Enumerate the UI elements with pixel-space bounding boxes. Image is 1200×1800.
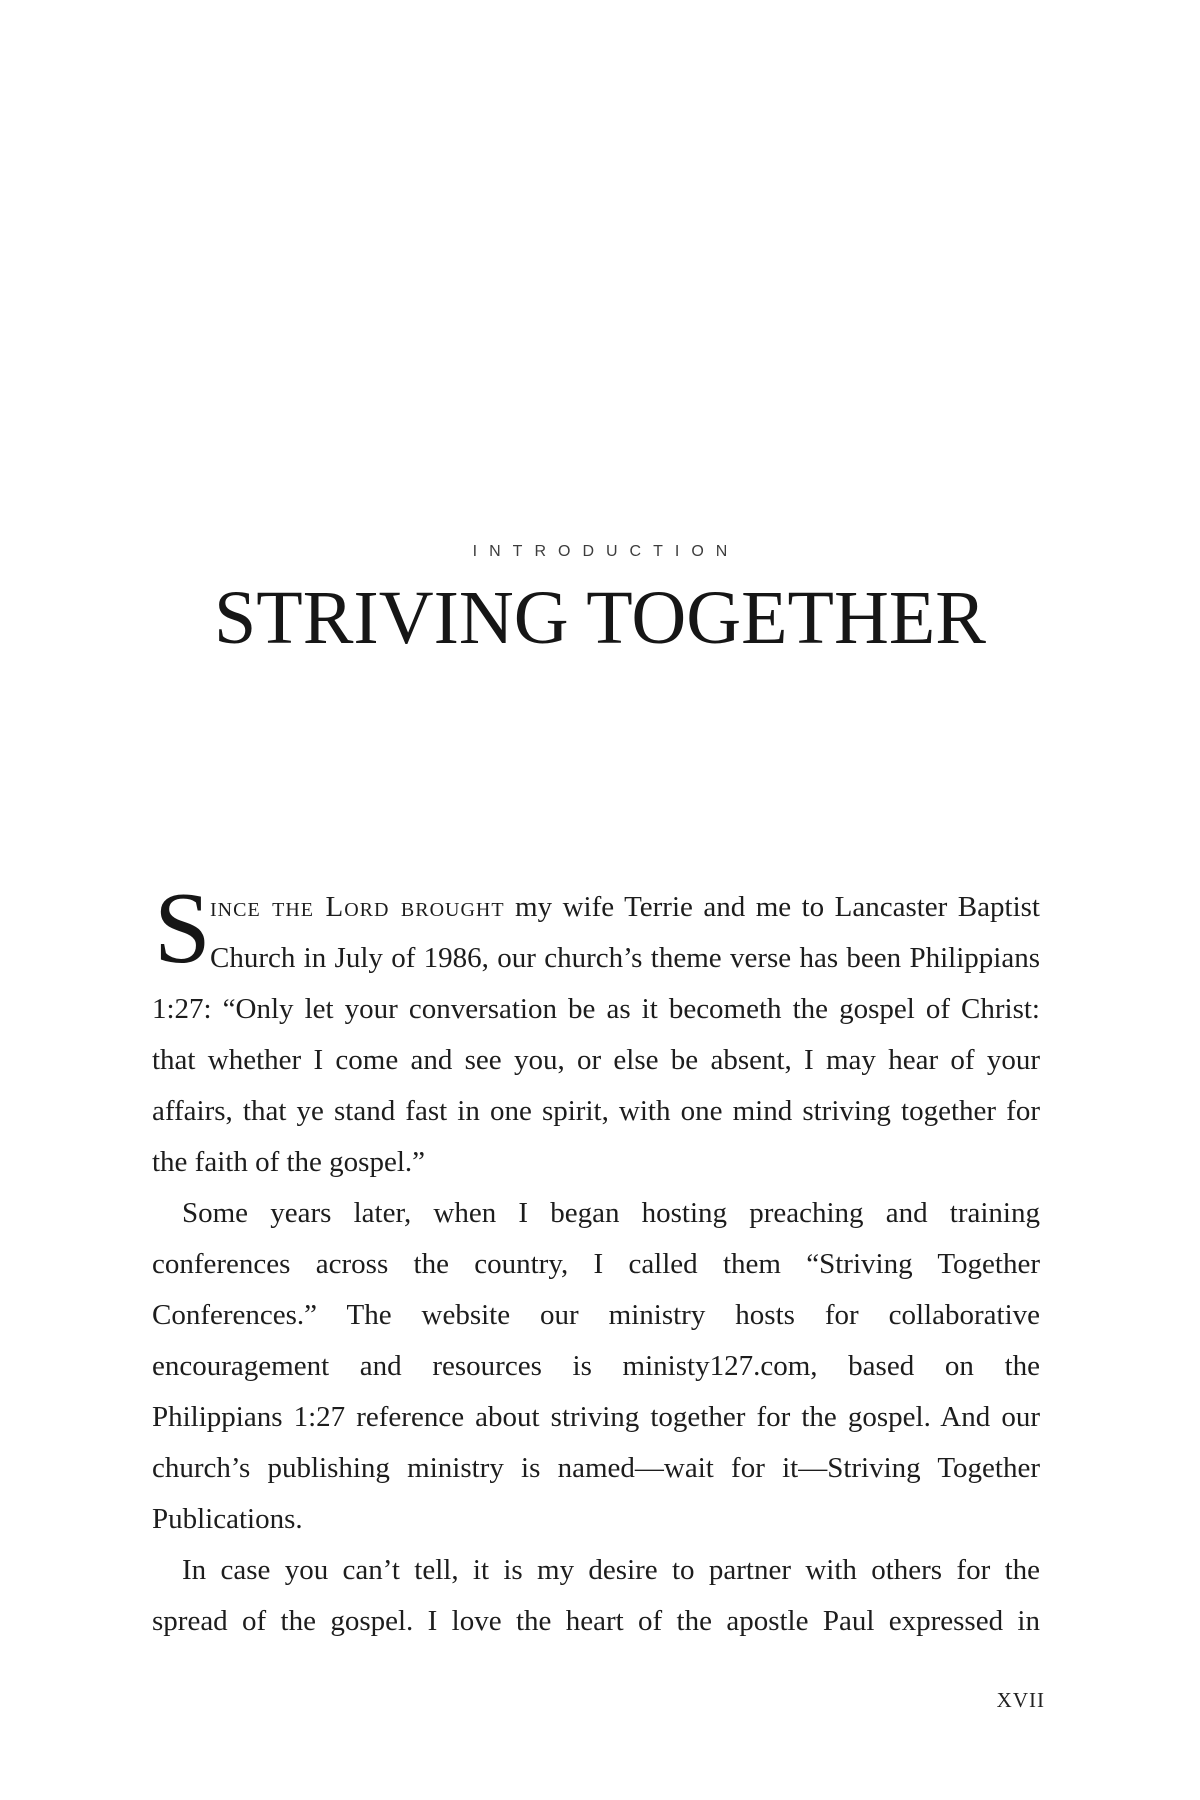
paragraph <box>152 1188 1040 1545</box>
drop-cap: S <box>154 872 211 985</box>
text-line: 1:27: “Only let your conversation be as it becometh the gospel of Christ: <box>152 993 1040 1025</box>
section-kicker: INTRODUCTION <box>472 543 740 560</box>
paragraph <box>152 1545 1040 1647</box>
text-line: Philippians 1:27 reference about striving together for the gospel. And our <box>152 1401 1040 1433</box>
text-line: Some years later, when I began hosting preaching and training <box>182 1197 1040 1229</box>
text-line: In case you can’t tell, it is my desire to partner with others for the <box>182 1554 1040 1586</box>
text-line: affairs, that ye stand fast in one spirit, with one mind striving together for <box>152 1095 1040 1127</box>
text-line: ince the Lord brought my wife Terrie and me to Lancaster Baptist <box>210 891 1040 923</box>
text-line: encouragement and resources is ministy127.com, based on the <box>152 1350 1040 1382</box>
page-title: STRIVING TOGETHER <box>214 576 986 660</box>
paragraph <box>152 882 1040 1188</box>
text-line: Church in July of 1986, our church’s theme verse has been Philippians <box>210 942 1040 974</box>
text-line: spread of the gospel. I love the heart of the apostle Paul expressed in <box>152 1605 1040 1637</box>
text-line: that whether I come and see you, or else be absent, I may hear of your <box>152 1044 1040 1076</box>
text-line: Publications. <box>152 1503 303 1535</box>
text-line: Conferences.” The website our ministry hosts for collaborative <box>152 1299 1040 1331</box>
body-text <box>152 872 1040 1647</box>
small-caps-lead-in: ince the Lord brought <box>210 891 505 923</box>
text-line: the faith of the gospel.” <box>152 1146 425 1178</box>
text-line: conferences across the country, I called them “Striving Together <box>152 1248 1040 1280</box>
page-number: XVII <box>996 1688 1045 1712</box>
text-line: church’s publishing ministry is named—wait for it—Striving Together <box>152 1452 1040 1484</box>
